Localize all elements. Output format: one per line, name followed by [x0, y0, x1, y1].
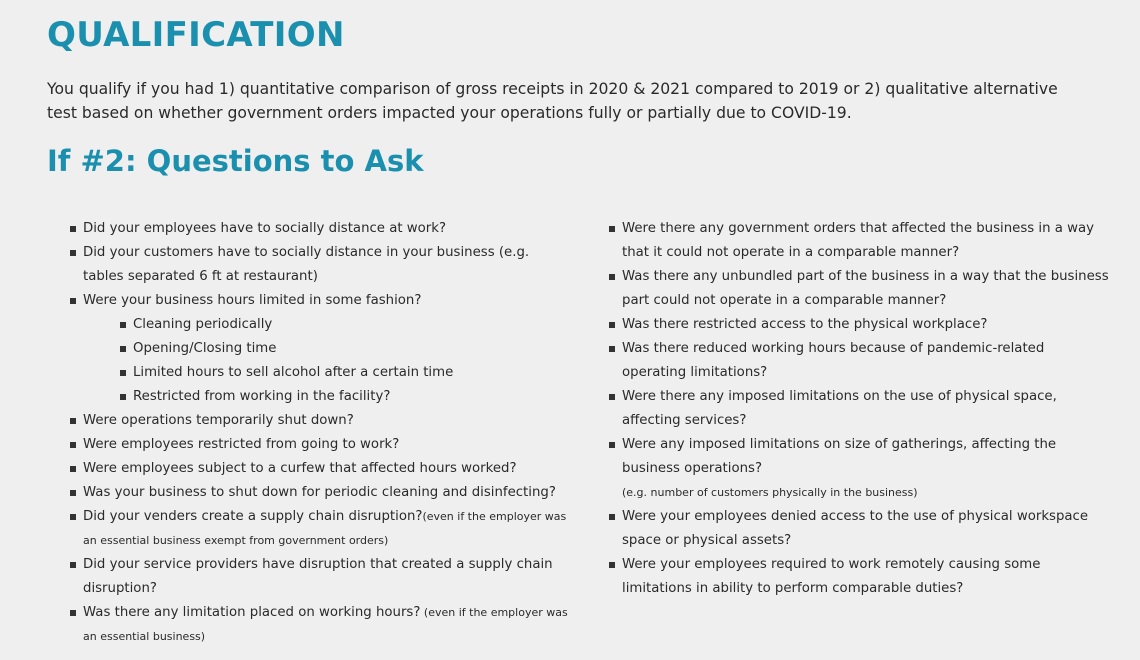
- list-item: Was there reduced working hours because of pandemic-related operating limitations?: [609, 337, 1109, 385]
- list-item: Were any imposed limitations on size of gatherings, affecting the business operations?: [609, 433, 1109, 481]
- section-title: If #2: Questions to Ask: [47, 144, 424, 178]
- list-item: Were employees subject to a curfew that affected hours worked?: [70, 457, 570, 481]
- list-item: Were your employees denied access to the use of physical workspace space or physical assets?: [609, 505, 1109, 553]
- list-item: Did your customers have to socially distance in your business (e.g. tables separated 6 ft at restaurant): [70, 241, 570, 289]
- questions-list-right: [609, 217, 1109, 481]
- list-item-text: Was there any limitation placed on working hours?: [83, 605, 421, 620]
- sub-list-item: Opening/Closing time: [120, 337, 570, 361]
- sub-list-item: Limited hours to sell alcohol after a certain time: [120, 361, 570, 385]
- list-item-note: (even if the employer was an essential business exempt from government orders): [83, 510, 567, 547]
- list-item: Were there any imposed limitations on the use of physical space, affecting services?: [609, 385, 1109, 433]
- list-item: Were there any government orders that affected the business in a way that it could not operate in a comparable manner?: [609, 217, 1109, 265]
- list-item: Was there restricted access to the physical workplace?: [609, 313, 1109, 337]
- list-item: [70, 601, 570, 649]
- list-item: [70, 289, 570, 409]
- list-item: Was your business to shut down for periodic cleaning and disinfecting?: [70, 481, 570, 505]
- sub-list-item: Restricted from working in the facility?: [120, 385, 570, 409]
- list-note: (e.g. number of customers physically in the business): [622, 486, 918, 499]
- list-item: Were employees restricted from going to work?: [70, 433, 570, 457]
- intro-paragraph: You qualify if you had 1) quantitative comparison of gross receipts in 2020 & 2021 compared to 2019 or 2) qualitative alternative test based on whether government orders impacted your operations fully or partially due to COVID-19.: [47, 80, 1058, 122]
- questions-column-right: [609, 217, 1109, 601]
- list-item: Did your employees have to socially distance at work?: [70, 217, 570, 241]
- questions-column-left: [70, 217, 570, 649]
- questions-list-left: [70, 217, 570, 649]
- sub-list: [83, 313, 570, 409]
- list-item-text: Were your business hours limited in some fashion?: [83, 293, 422, 308]
- list-item: Did your service providers have disruption that created a supply chain disruption?: [70, 553, 570, 601]
- list-item: Was there any unbundled part of the business in a way that the business part could not operate in a comparable manner?: [609, 265, 1109, 313]
- list-item: Were your employees required to work remotely causing some limitations in ability to perform comparable duties?: [609, 553, 1109, 601]
- list-item: [70, 505, 570, 553]
- sub-list-item: Cleaning periodically: [120, 313, 570, 337]
- list-item: Were operations temporarily shut down?: [70, 409, 570, 433]
- questions-list-right-continued: [609, 505, 1109, 601]
- page-title: QUALIFICATION: [47, 15, 345, 55]
- list-item-text: Did your venders create a supply chain disruption?: [83, 509, 423, 524]
- list-item-note: (even if the employer was an essential business): [83, 606, 568, 643]
